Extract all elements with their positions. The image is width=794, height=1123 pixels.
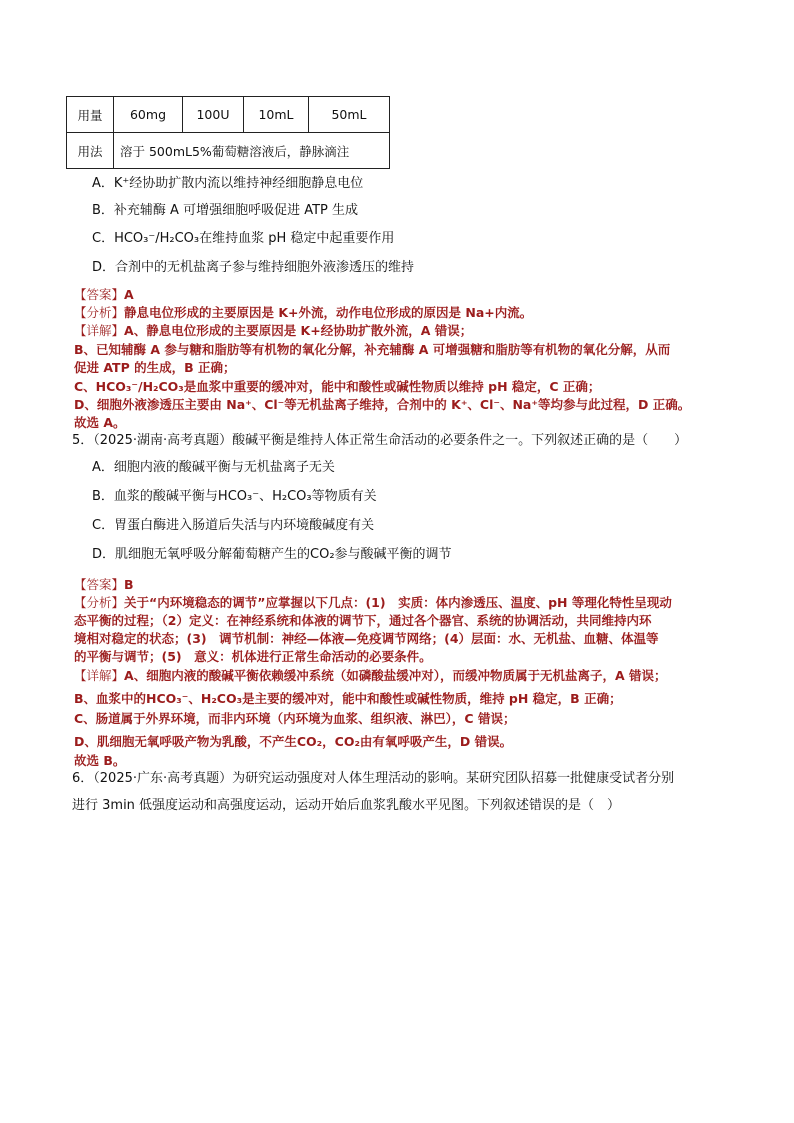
analysis-text: 的平衡与调节；(5) 意义：机体进行正常生命活动的必要条件。 — [74, 649, 432, 664]
option-c: C．胃蛋白酶进入肠道后失活与内环境酸碱度有关 — [92, 518, 375, 533]
analysis-text: 静息电位形成的主要原因是 K+外流，动作电位形成的原因是 Na+内流。 — [124, 305, 533, 320]
explain-text: A、静息电位形成的主要原因是 K+经协助扩散外流，A 错误； — [124, 323, 473, 338]
explain-tag: 【详解】 — [74, 668, 125, 683]
table-cell: 10mL — [244, 97, 309, 133]
analysis-tag: 【分析】 — [74, 595, 125, 610]
option-d: D．合剂中的无机盐离子参与维持细胞外液渗透压的维持 — [92, 260, 415, 275]
explain-text: 促进 ATP 的生成，B 正确； — [74, 360, 236, 375]
table-cell: 溶于 500mL5%葡萄糖溶液后，静脉滴注 — [114, 133, 390, 169]
explain-text: B、已知辅酶 A 参与糖和脂肪等有机物的氧化分解，补充辅酶 A 可增强糖和脂肪等有机物的氧化分解，从而 — [74, 342, 671, 357]
analysis-tag: 【分析】 — [74, 305, 125, 320]
explain-tag: 【详解】 — [74, 323, 125, 338]
option-c: C．HCO₃⁻/H₂CO₃在维持血浆 pH 稳定中起重要作用 — [92, 231, 395, 246]
explain-text: 故选 A。 — [74, 415, 126, 430]
option-b: B．补充辅酶 A 可增强细胞呼吸促进 ATP 生成 — [92, 203, 359, 218]
table-cell: 100U — [183, 97, 244, 133]
explain-text: B、血浆中的HCO₃⁻、H₂CO₃是主要的缓冲对，能中和酸性或碱性物质，维持 pH 稳定，B 正确； — [74, 691, 622, 706]
analysis-text: 境相对稳定的状态；(3) 调节机制：神经—体液—免疫调节网络；(4）层面：水、无机盐、血糖、体温等 — [74, 631, 659, 646]
analysis-text: 关于“内环境稳态的调节”应掌握以下几点：(1) 实质：体内渗透压、温度、pH 等理化特性呈现动 — [124, 595, 672, 610]
answer-tag: 【答案】 — [74, 577, 125, 592]
question-stem: 6．（2025·广东·高考真题）为研究运动强度对人体生理活动的影响。某研究团队招募一批健康受试者分别 — [72, 771, 675, 786]
table-cell: 50mL — [309, 97, 390, 133]
answer-tag: 【答案】 — [74, 287, 125, 302]
table-row — [67, 133, 390, 169]
table-cell: 60mg — [114, 97, 183, 133]
explain-text: 故选 B。 — [74, 753, 126, 768]
explain-text: A、细胞内液的酸碱平衡依赖缓冲系统（如磷酸盐缓冲对），而缓冲物质属于无机盐离子，A 错误； — [124, 668, 667, 683]
explain-line — [74, 322, 472, 340]
option-a: A．细胞内液的酸碱平衡与无机盐离子无关 — [92, 460, 335, 475]
table-row — [67, 97, 390, 133]
option-b: B．血浆的酸碱平衡与HCO₃⁻、H₂CO₃等物质有关 — [92, 489, 377, 504]
explain-text: C、肠道属于外界环境，而非内环境（内环境为血浆、组织液、淋巴），C 错误； — [74, 711, 516, 726]
answer-value: A — [124, 287, 134, 302]
explain-text: D、细胞外液渗透压主要由 Na⁺、Cl⁻等无机盐离子维持，合剂中的 K⁺、Cl⁻、Na⁺等均参与此过程，D 正确。 — [74, 397, 691, 412]
dosage-table — [66, 96, 390, 169]
option-d: D．肌细胞无氧呼吸分解葡萄糖产生的CO₂参与酸碱平衡的调节 — [92, 547, 452, 562]
explain-text: D、肌细胞无氧呼吸产物为乳酸，不产生CO₂，CO₂由有氧呼吸产生，D 错误。 — [74, 734, 513, 749]
answer-line — [74, 576, 134, 594]
question-stem: 5．（2025·湖南·高考真题）酸碱平衡是维持人体正常生命活动的必要条件之一。下列叙述正确的是（ ） — [72, 433, 688, 448]
table-cell: 用法 — [67, 133, 114, 169]
explain-line — [74, 667, 666, 685]
question-stem: 进行 3min 低强度运动和高强度运动，运动开始后血浆乳酸水平见图。下列叙述错误的是（ ） — [72, 798, 621, 813]
explain-text: C、HCO₃⁻/H₂CO₃是血浆中重要的缓冲对，能中和酸性或碱性物质以维持 pH 稳定，C 正确； — [74, 379, 601, 394]
analysis-text: 态平衡的过程；（2）定义：在神经系统和体液的调节下，通过各个器官、系统的协调活动，共同维持内环 — [74, 613, 652, 628]
option-a: A．K⁺经协助扩散内流以维持神经细胞静息电位 — [92, 176, 364, 191]
answer-value: B — [124, 577, 134, 592]
table-cell: 用量 — [67, 97, 114, 133]
analysis-line — [74, 594, 672, 612]
answer-line — [74, 286, 134, 304]
analysis-line — [74, 304, 532, 322]
